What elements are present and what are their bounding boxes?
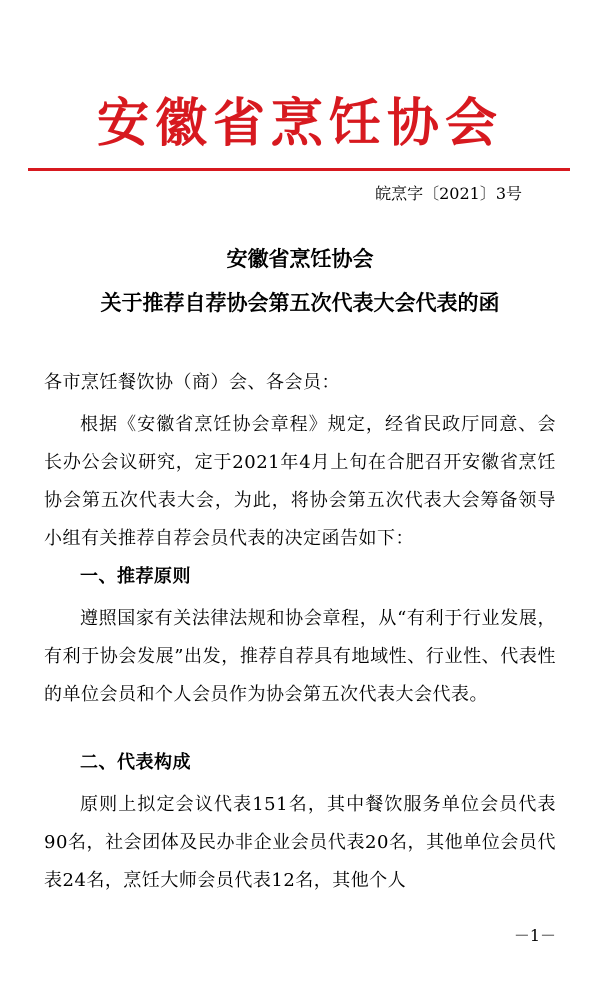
document-number: 皖烹字〔2021〕3号 bbox=[375, 184, 522, 203]
letterhead-org-name: 安徽省烹饪协会 bbox=[96, 93, 503, 154]
document-title-line-2: 关于推荐自荐协会第五次代表大会代表的函 bbox=[100, 290, 500, 315]
section-heading-1: 一、推荐原则 bbox=[80, 566, 191, 587]
document-title-line-1: 安徽省烹饪协会 bbox=[226, 246, 374, 271]
body-paragraph-3: 原则上拟定会议代表151名，其中餐饮服务单位会员代表90名，社会团体及民办非企业会员代表20名，其他单位会员代表24名，烹饪大师会员代表12名，其他个人 bbox=[44, 794, 556, 891]
page-number: －1－ bbox=[513, 926, 556, 945]
body-paragraph-1: 根据《安徽省烹饪协会章程》规定，经省民政厅同意、会长办公会议研究，定于2021年4月上旬在合肥召开安徽省烹饪协会第五次代表大会，为此，将协会第五次代表大会筹备领导小组有关推荐自荐会员代表的决定函告如下： bbox=[44, 414, 556, 549]
section-heading-2: 二、代表构成 bbox=[80, 752, 191, 773]
body-paragraph-2: 遵照国家有关法律法规和协会章程，从“有利于行业发展，有利于协会发展”出发，推荐自荐具有地域性、行业性、代表性的单位会员和个人会员作为协会第五次代表大会代表。 bbox=[44, 608, 556, 705]
salutation: 各市烹饪餐饮协（商）会、各会员： bbox=[44, 372, 340, 393]
letterhead-red-rule bbox=[28, 168, 570, 171]
